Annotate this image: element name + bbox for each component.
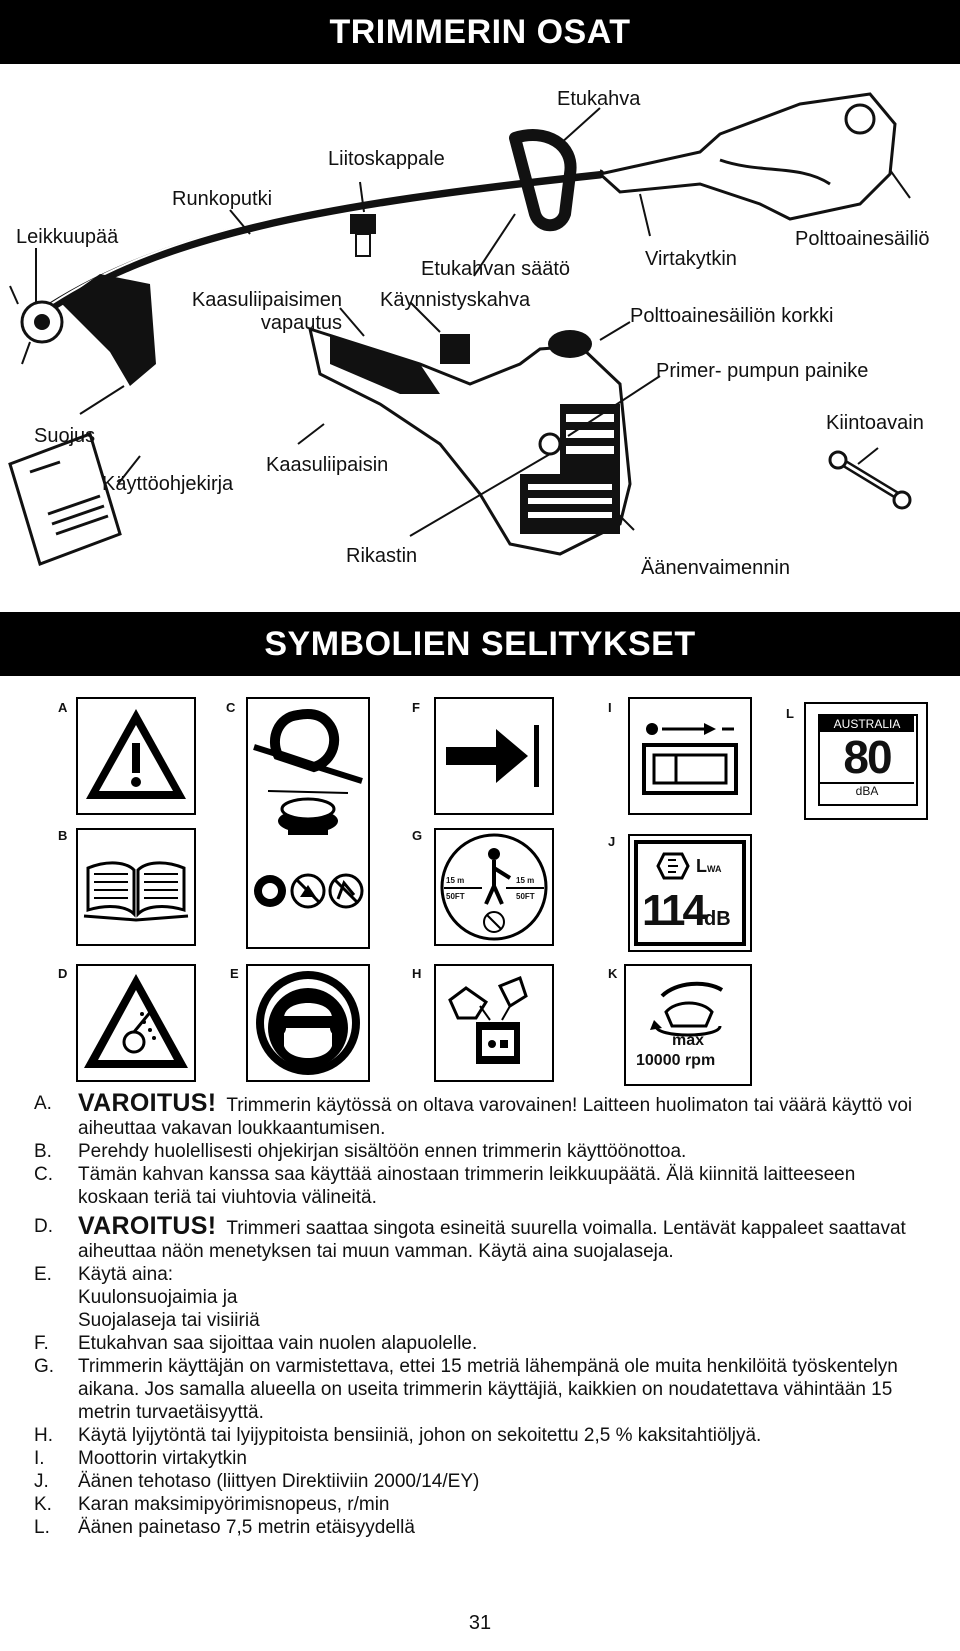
legend-g	[34, 1355, 930, 1424]
symbol-letter-g: G	[412, 828, 423, 843]
legend-b-key: B.	[34, 1141, 52, 1162]
legend-f-text: Etukahvan saa sijoittaa vain nuolen alapuolelle.	[78, 1333, 478, 1354]
legend-c	[34, 1163, 930, 1209]
symbol-letter-k: K	[608, 966, 618, 981]
symbol-letter-a: A	[58, 700, 68, 715]
symbol-letter-f: F	[412, 700, 420, 715]
legend-l	[34, 1516, 930, 1539]
symbol-letter-b: B	[58, 828, 68, 843]
symbol-a-warning	[76, 697, 196, 815]
legend-e	[34, 1263, 930, 1332]
label-aanenvaimennin: Äänenvaimennin	[641, 557, 790, 579]
j-value-number: 114	[642, 886, 704, 935]
g-dist-left: 15 m	[446, 876, 465, 885]
symbol-b-manual	[76, 828, 196, 946]
symbol-i-switch	[628, 697, 752, 815]
arrow-right-icon	[436, 699, 552, 813]
label-primer: Primer- pumpun painike	[656, 360, 869, 382]
page-number: 31	[468, 1612, 492, 1634]
g-dist-left-ft: 50FT	[446, 892, 465, 901]
flying-debris-icon	[78, 966, 194, 1080]
safety-distance-icon	[436, 830, 552, 944]
legend-a-warn: VAROITUS!	[78, 1089, 217, 1117]
symbol-letter-d: D	[58, 966, 68, 981]
g-dist-right: 15 m	[516, 876, 535, 885]
symbol-letter-c: C	[226, 700, 236, 715]
legend-k-text: Karan maksimipyörimisnopeus, r/min	[78, 1494, 390, 1515]
label-kaasuliipaisin: Kaasuliipaisin	[266, 454, 389, 476]
symbol-l-sound-pressure	[804, 702, 928, 820]
label-kaasu-vapautus	[170, 289, 342, 335]
legend-b-text: Perehdy huolellisesti ohjekirjan sisältöön ennen trimmerin käyttöönottoa.	[78, 1141, 687, 1162]
legend-b	[34, 1140, 930, 1163]
trimmer-head-only-icon	[248, 699, 368, 947]
label-kayttoohjekirja: Käyttöohjekirja	[102, 473, 234, 495]
legend-j	[34, 1470, 930, 1493]
j-lwa-l: L	[696, 856, 707, 876]
legend-d	[34, 1212, 930, 1263]
symbol-letter-e: E	[230, 966, 239, 981]
symbol-letter-j: J	[608, 834, 616, 849]
j-lwa	[696, 856, 722, 877]
legend-e-line3: Suojalaseja tai visiiriä	[78, 1310, 260, 1331]
legend-g-key: G.	[34, 1356, 55, 1377]
symbol-f-arrow	[434, 697, 554, 815]
trimmer-illustration	[0, 64, 960, 624]
label-liitoskappale: Liitoskappale	[328, 148, 445, 170]
power-switch-icon	[630, 699, 750, 813]
legend-k-key: K.	[34, 1494, 52, 1515]
k-rpm: 10000 rpm	[636, 1052, 716, 1069]
g-dist-right-ft: 50FT	[516, 892, 535, 901]
label-leikkuupaa: Leikkuupää	[16, 226, 119, 248]
symbol-letter-l: L	[786, 706, 794, 721]
legend-c-key: C.	[34, 1164, 53, 1185]
legend-e-line1: Käytä aina:	[78, 1264, 174, 1285]
symbols-legend	[34, 1089, 930, 1539]
legend-k	[34, 1493, 930, 1516]
label-suojus: Suojus	[34, 425, 96, 447]
legend-a-text: Trimmerin käytössä on oltava varovainen! Laitteen huolimaton tai väärä käyttö voi aiheuttaa vakavan loukkaantumisen.	[78, 1095, 913, 1139]
legend-h-key: H.	[34, 1425, 53, 1446]
legend-h-text: Käytä lyijytöntä tai lyijypitoista bensiiniä, johon on sekoitettu 2,5 % kaksitahtiöljyä.	[78, 1425, 762, 1446]
legend-e-line2: Kuulonsuojaimia ja	[78, 1287, 238, 1308]
symbol-h-fuel	[434, 964, 554, 1082]
symbol-letter-i: I	[608, 700, 612, 715]
j-lwa-sub: WA	[707, 864, 722, 874]
l-country: AUSTRALIA	[820, 716, 914, 732]
label-korkki: Polttoainesäiliön korkki	[630, 305, 834, 327]
legend-h	[34, 1424, 930, 1447]
parts-title: TRIMMERIN OSAT	[0, 0, 960, 64]
legend-l-text: Äänen painetaso 7,5 metrin etäisyydellä	[78, 1517, 415, 1538]
label-virtakytkin: Virtakytkin	[645, 248, 737, 270]
ear-eye-protection-icon	[248, 966, 368, 1080]
legend-a	[34, 1089, 930, 1140]
legend-c-text: Tämän kahvan kanssa saa käyttää ainostaan trimmerin leikkuupäätä. Älä kiinnitä laitteeseen koskaan teriä tai viuhtovia välineitä.	[78, 1164, 856, 1208]
fuel-mix-icon	[436, 966, 552, 1080]
legend-d-warn: VAROITUS!	[78, 1212, 217, 1240]
legend-f-key: F.	[34, 1333, 49, 1354]
symbol-c-head-only	[246, 697, 370, 949]
legend-a-key: A.	[34, 1093, 52, 1114]
j-value-unit: dB	[703, 908, 731, 930]
l-unit: dBA	[820, 782, 914, 798]
label-kaasu-vapautus-line2: vapautus	[260, 312, 342, 334]
symbol-e-ppe	[246, 964, 370, 1082]
open-book-icon	[78, 830, 194, 944]
legend-i-key: I.	[34, 1448, 45, 1469]
symbol-k-rpm	[624, 964, 752, 1086]
legend-j-key: J.	[34, 1471, 49, 1492]
label-kiintoavain: Kiintoavain	[826, 412, 924, 434]
l-value: 80	[843, 731, 891, 783]
legend-g-text: Trimmerin käyttäjän on varmistettava, ettei 15 metriä lähempänä ole muita henkilöitä työskentelyn aikana. Jos samalla alueella on useita trimmerin käyttäjiä, kaikkien on noudatettava vähintään 15 metrin turvaetäisyyttä.	[78, 1356, 898, 1423]
symbol-j-sound-power	[628, 834, 752, 952]
symbol-letter-h: H	[412, 966, 422, 981]
k-max: max	[672, 1032, 705, 1049]
legend-d-text: Trimmeri saattaa singota esineitä suurella voimalla. Lentävät kappaleet saattavat aiheuttaa näön menetyksen tai muun vamman. Käytä aina suojalaseja.	[78, 1218, 906, 1262]
legend-i-text: Moottorin virtakytkin	[78, 1448, 247, 1469]
j-value	[642, 886, 731, 936]
label-rikastin: Rikastin	[346, 545, 418, 567]
label-kaynnistyskahva: Käynnistyskahva	[380, 289, 531, 311]
label-polttoainesailio: Polttoainesäiliö	[795, 228, 930, 250]
label-etukahva: Etukahva	[557, 88, 641, 110]
legend-d-key: D.	[34, 1216, 53, 1237]
label-etukahvan-saato: Etukahvan säätö	[421, 258, 570, 280]
legend-e-key: E.	[34, 1264, 52, 1285]
legend-i	[34, 1447, 930, 1470]
legend-f	[34, 1332, 930, 1355]
legend-l-key: L.	[34, 1517, 50, 1538]
symbols-title: SYMBOLIEN SELITYKSET	[0, 612, 960, 676]
symbol-g-distance	[434, 828, 554, 946]
label-kaasu-vapautus-line1: Kaasuliipaisimen	[191, 289, 342, 311]
warning-triangle-icon	[78, 699, 194, 813]
symbol-d-debris-warning	[76, 964, 196, 1082]
legend-j-text: Äänen tehotaso (liittyen Direktiiviin 2000/14/EY)	[78, 1471, 480, 1492]
label-runkoputki: Runkoputki	[172, 188, 273, 210]
